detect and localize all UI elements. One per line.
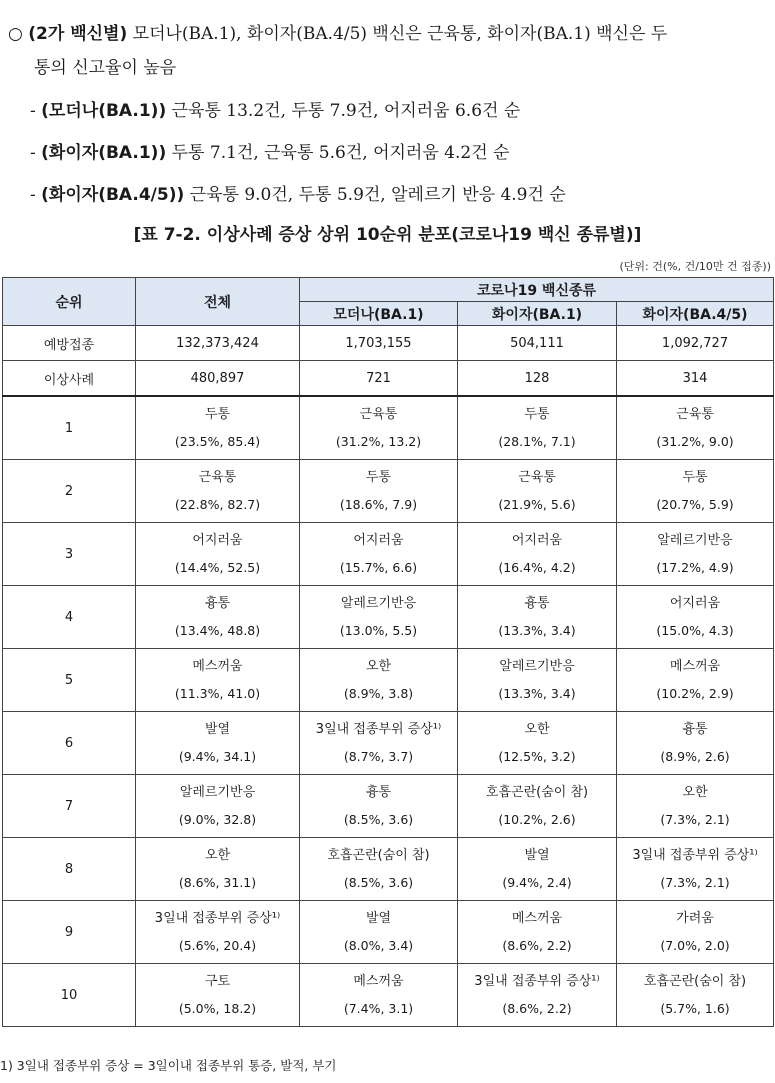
- symptom-cell: [300, 396, 458, 460]
- symptom-name: 메스꺼움: [669, 659, 721, 674]
- cell-value: 504,111: [458, 326, 617, 361]
- adverse-events-table: [2, 277, 774, 1027]
- symptom-name: 메스꺼움: [192, 659, 243, 674]
- bullet-text: 두통 7.1건, 근육통 5.6건, 어지러움 4.2건 순: [171, 143, 510, 163]
- symptom-rate: (7.4%, 3.1): [343, 1001, 414, 1016]
- symptom-name: 두통: [365, 470, 392, 485]
- bullet-item-moderna: [30, 100, 520, 122]
- table-row-rank: [3, 901, 774, 964]
- table-row-rank: [3, 964, 774, 1027]
- bullet-item-pfizer-ba1: [30, 142, 509, 164]
- symptom-name: 근육통: [359, 407, 398, 422]
- symptom-name: 어지러움: [669, 596, 721, 611]
- symptom-name: 흉통: [682, 722, 708, 737]
- symptom-cell: [136, 523, 300, 586]
- symptom-rate: (8.5%, 3.6): [343, 812, 414, 827]
- symptom-name: 호흡곤란(숨이 참): [485, 785, 589, 800]
- cell-value: 1,092,727: [617, 326, 774, 361]
- symptom-cell: [136, 838, 300, 901]
- symptom-cell: [300, 649, 458, 712]
- symptom-rate: (5.7%, 1.6): [660, 1001, 730, 1016]
- symptom-cell: [300, 901, 458, 964]
- symptom-cell: [617, 964, 774, 1027]
- table-row-rank: [3, 838, 774, 901]
- cell-value: 480,897: [136, 361, 300, 397]
- rank-cell: 2: [3, 460, 136, 523]
- symptom-rate: (13.3%, 3.4): [498, 686, 576, 701]
- symptom-cell: [458, 649, 617, 712]
- table-row-rank: [3, 460, 774, 523]
- symptom-rate: (9.0%, 32.8): [178, 812, 257, 827]
- intro-paragraph-line1: [8, 24, 667, 44]
- symptom-name: 오한: [204, 848, 231, 863]
- bullet-text: 근육통 9.0건, 두통 5.9건, 알레르기 반응 4.9건 순: [189, 185, 566, 205]
- footnote: 1) 3일내 접종부위 증상 = 3일이내 접종부위 통증, 발적, 부기: [0, 1058, 337, 1073]
- table-row-rank: [3, 712, 774, 775]
- rank-cell: 1: [3, 396, 136, 460]
- symptom-name: 발열: [365, 911, 392, 926]
- symptom-name: 호흡곤란(숨이 참): [643, 974, 747, 989]
- intro-bold-lead: (2가 백신별): [28, 24, 128, 44]
- symptom-rate: (28.1%, 7.1): [498, 434, 576, 449]
- symptom-cell: [458, 586, 617, 649]
- header-moderna-ba1: 모더나(BA.1): [300, 302, 458, 326]
- symptom-name: 두통: [524, 407, 550, 422]
- symptom-cell: [458, 901, 617, 964]
- symptom-cell: [617, 838, 774, 901]
- symptom-name: 메스꺼움: [511, 911, 563, 926]
- symptom-cell: [617, 712, 774, 775]
- symptom-rate: (12.5%, 3.2): [498, 749, 576, 764]
- table-row-rank: [3, 649, 774, 712]
- symptom-rate: (13.3%, 3.4): [498, 623, 576, 638]
- rank-cell: 9: [3, 901, 136, 964]
- symptom-name: 흉통: [204, 596, 231, 611]
- symptom-rate: (10.2%, 2.9): [656, 686, 734, 701]
- table-row-rank: [3, 396, 774, 460]
- symptom-rate: (8.6%, 2.2): [502, 1001, 572, 1016]
- rank-cell: 10: [3, 964, 136, 1027]
- symptom-rate: (31.2%, 13.2): [335, 434, 422, 449]
- symptom-rate: (9.4%, 34.1): [178, 749, 257, 764]
- table-row-rank: [3, 775, 774, 838]
- symptom-rate: (31.2%, 9.0): [656, 434, 734, 449]
- symptom-rate: (7.0%, 2.0): [660, 938, 730, 953]
- intro-text-line2: 통의 신고율이 높음: [34, 58, 177, 78]
- cell-value: 132,373,424: [136, 326, 300, 361]
- header-rank: 순위: [3, 278, 136, 326]
- symptom-name: 두통: [682, 470, 708, 485]
- symptom-name: 근육통: [198, 470, 237, 485]
- symptom-rate: (8.6%, 31.1): [178, 875, 257, 890]
- symptom-cell: [136, 586, 300, 649]
- header-pfizer-ba1: 화이자(BA.1): [458, 302, 617, 326]
- symptom-cell: [458, 775, 617, 838]
- symptom-rate: (18.6%, 7.9): [339, 497, 418, 512]
- symptom-name: 3일내 접종부위 증상¹⁾: [632, 848, 758, 863]
- symptom-name: 오한: [365, 659, 392, 674]
- symptom-name: 알레르기반응: [179, 785, 256, 800]
- symptom-name: 알레르기반응: [340, 596, 417, 611]
- symptom-cell: [458, 460, 617, 523]
- symptom-cell: [136, 649, 300, 712]
- row-label: 이상사례: [3, 361, 136, 397]
- symptom-cell: [136, 964, 300, 1027]
- symptom-cell: [300, 523, 458, 586]
- symptom-cell: [136, 396, 300, 460]
- symptom-rate: (17.2%, 4.9): [656, 560, 734, 575]
- symptom-name: 오한: [524, 722, 550, 737]
- symptom-name: 흉통: [365, 785, 392, 800]
- symptom-rate: (22.8%, 82.7): [174, 497, 261, 512]
- symptom-name: 3일내 접종부위 증상¹⁾: [315, 722, 442, 737]
- rank-cell: 6: [3, 712, 136, 775]
- symptom-name: 발열: [204, 722, 231, 737]
- bullet-bold-label: (모더나(BA.1)): [41, 101, 167, 121]
- symptom-cell: [300, 460, 458, 523]
- rank-cell: 7: [3, 775, 136, 838]
- symptom-cell: [458, 712, 617, 775]
- symptom-cell: [136, 712, 300, 775]
- symptom-cell: [300, 964, 458, 1027]
- symptom-name: 어지러움: [192, 533, 243, 548]
- symptom-name: 근육통: [676, 407, 714, 422]
- symptom-name: 3일내 접종부위 증상¹⁾: [154, 911, 281, 926]
- symptom-rate: (13.0%, 5.5): [339, 623, 418, 638]
- symptom-cell: [300, 586, 458, 649]
- symptom-name: 구토: [204, 974, 231, 989]
- symptom-cell: [300, 712, 458, 775]
- header-vaccine-group: 코로나19 백신종류: [300, 278, 774, 302]
- symptom-rate: (20.7%, 5.9): [656, 497, 734, 512]
- symptom-name: 오한: [682, 785, 708, 800]
- bullet-bold-label: (화이자(BA.4/5)): [41, 185, 185, 205]
- symptom-rate: (9.4%, 2.4): [502, 875, 572, 890]
- table-row-vaccinations: [3, 326, 774, 361]
- symptom-rate: (8.9%, 2.6): [660, 749, 730, 764]
- rank-cell: 4: [3, 586, 136, 649]
- symptom-cell: [458, 396, 617, 460]
- table-row-adverse-events: [3, 361, 774, 397]
- cell-value: 1,703,155: [300, 326, 458, 361]
- symptom-name: 호흡곤란(숨이 참): [327, 848, 430, 863]
- intro-text-line1: 모더나(BA.1), 화이자(BA.4/5) 백신은 근육통, 화이자(BA.1) 백신은 두: [132, 24, 668, 44]
- symptom-rate: (10.2%, 2.6): [498, 812, 576, 827]
- symptom-cell: [458, 523, 617, 586]
- table-row-rank: [3, 586, 774, 649]
- header-pfizer-ba45: 화이자(BA.4/5): [617, 302, 774, 326]
- symptom-cell: [617, 649, 774, 712]
- symptom-rate: (8.6%, 2.2): [502, 938, 572, 953]
- symptom-name: 발열: [524, 848, 550, 863]
- symptom-name: 어지러움: [353, 533, 404, 548]
- symptom-cell: [458, 964, 617, 1027]
- symptom-cell: [617, 586, 774, 649]
- symptom-rate: (15.0%, 4.3): [656, 623, 734, 638]
- symptom-rate: (8.7%, 3.7): [343, 749, 414, 764]
- dash-icon: -: [30, 185, 36, 205]
- rank-cell: 8: [3, 838, 136, 901]
- symptom-rate: (23.5%, 85.4): [174, 434, 261, 449]
- symptom-rate: (8.0%, 3.4): [343, 938, 414, 953]
- symptom-name: 가려움: [676, 911, 714, 926]
- bullet-item-pfizer-ba45: [30, 184, 566, 206]
- symptom-rate: (11.3%, 41.0): [174, 686, 261, 701]
- symptom-rate: (5.6%, 20.4): [178, 938, 257, 953]
- symptom-cell: [617, 901, 774, 964]
- bullet-bold-label: (화이자(BA.1)): [41, 143, 167, 163]
- symptom-rate: (5.0%, 18.2): [178, 1001, 257, 1016]
- table-caption: [표 7-2. 이상사례 증상 상위 10순위 분포(코로나19 백신 종류별)]: [133, 225, 642, 245]
- symptom-rate: (7.3%, 2.1): [660, 812, 730, 827]
- bullet-text: 근육통 13.2건, 두통 7.9건, 어지러움 6.6건 순: [171, 101, 521, 121]
- cell-value: 128: [458, 361, 617, 397]
- symptom-rate: (14.4%, 52.5): [174, 560, 261, 575]
- symptom-rate: (16.4%, 4.2): [498, 560, 576, 575]
- symptom-cell: [136, 775, 300, 838]
- symptom-cell: [617, 460, 774, 523]
- symptom-rate: (8.5%, 3.6): [343, 875, 414, 890]
- symptom-cell: [136, 901, 300, 964]
- symptom-name: 알레르기반응: [657, 533, 733, 548]
- row-label: 예방접종: [3, 326, 136, 361]
- rank-cell: 5: [3, 649, 136, 712]
- symptom-name: 근육통: [518, 470, 556, 485]
- symptom-cell: [617, 523, 774, 586]
- rank-cell: 3: [3, 523, 136, 586]
- table-unit-note: (단위: 건(%, 건/10만 건 접종)): [619, 260, 771, 273]
- cell-value: 721: [300, 361, 458, 397]
- symptom-name: 어지러움: [511, 533, 563, 548]
- symptom-cell: [136, 460, 300, 523]
- symptom-cell: [458, 838, 617, 901]
- circle-bullet-icon: ○: [8, 24, 23, 44]
- symptom-name: 알레르기반응: [499, 659, 575, 674]
- symptom-name: 메스꺼움: [353, 974, 404, 989]
- table-row-rank: [3, 523, 774, 586]
- symptom-name: 두통: [204, 407, 231, 422]
- symptom-cell: [617, 396, 774, 460]
- dash-icon: -: [30, 143, 36, 163]
- symptom-cell: [617, 775, 774, 838]
- cell-value: 314: [617, 361, 774, 397]
- dash-icon: -: [30, 101, 36, 121]
- symptom-name: 3일내 접종부위 증상¹⁾: [474, 974, 600, 989]
- symptom-rate: (7.3%, 2.1): [660, 875, 730, 890]
- symptom-name: 흉통: [524, 596, 550, 611]
- header-total: 전체: [136, 278, 300, 326]
- symptom-cell: [300, 838, 458, 901]
- symptom-rate: (13.4%, 48.8): [174, 623, 261, 638]
- symptom-rate: (15.7%, 6.6): [339, 560, 418, 575]
- symptom-rate: (8.9%, 3.8): [343, 686, 414, 701]
- symptom-cell: [300, 775, 458, 838]
- symptom-rate: (21.9%, 5.6): [498, 497, 576, 512]
